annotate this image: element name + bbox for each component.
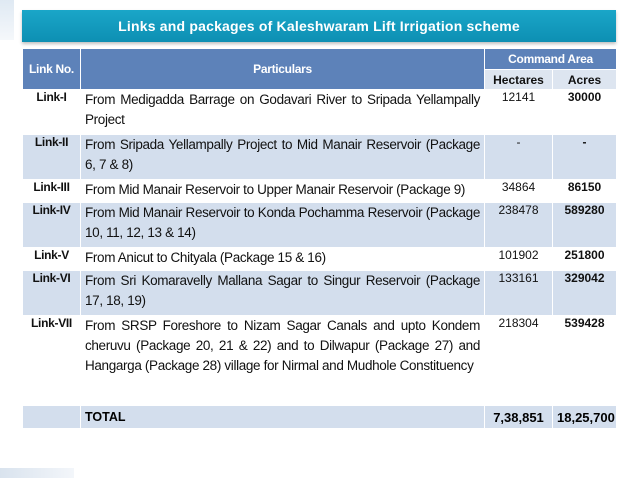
total-acres: 18,25,700 bbox=[553, 406, 617, 429]
link-cell: Link-V bbox=[23, 248, 81, 271]
acres-cell: 30000 bbox=[553, 90, 617, 135]
acres-cell: 329042 bbox=[553, 271, 617, 316]
hectares-cell: 133161 bbox=[485, 271, 553, 316]
decorative-corner-bottom bbox=[0, 468, 74, 478]
hectares-cell: 238478 bbox=[485, 203, 553, 248]
total-row bbox=[23, 406, 617, 429]
header-command-area: Command Area bbox=[485, 49, 617, 70]
hectares-cell: 101902 bbox=[485, 248, 553, 271]
total-label: TOTAL bbox=[81, 406, 485, 429]
table-row bbox=[23, 203, 617, 248]
acres-cell: 589280 bbox=[553, 203, 617, 248]
particulars-cell: From Sri Komaravelly Mallana Sagar to Singur Reservoir (Package 17, 18, 19) bbox=[81, 271, 485, 316]
hectares-cell: 12141 bbox=[485, 90, 553, 135]
total-blank-cell bbox=[23, 406, 81, 429]
slide-title bbox=[22, 10, 616, 42]
header-particulars: Particulars bbox=[81, 49, 485, 90]
total-hectares: 7,38,851 bbox=[485, 406, 553, 429]
link-cell: Link-I bbox=[23, 90, 81, 135]
table-row bbox=[23, 271, 617, 316]
hectares-cell: 218304 bbox=[485, 316, 553, 406]
table-row bbox=[23, 135, 617, 180]
particulars-cell: From SRSP Foreshore to Nizam Sagar Canals and upto Kondem cheruvu (Package 20, 21 & 22) and to Dilwapur (Package 27) and Hangarga (Package 28) village for Nirmal and Mudhole Constituency bbox=[81, 316, 485, 406]
acres-cell: - bbox=[553, 135, 617, 180]
table-row bbox=[23, 248, 617, 271]
acres-cell: 539428 bbox=[553, 316, 617, 406]
link-cell: Link-II bbox=[23, 135, 81, 180]
particulars-cell: From Medigadda Barrage on Godavari River to Sripada Yellampally Project bbox=[81, 90, 485, 135]
acres-cell: 251800 bbox=[553, 248, 617, 271]
decorative-corner-top bbox=[0, 0, 14, 40]
particulars-cell: From Mid Manair Reservoir to Konda Pochamma Reservoir (Package 10, 11, 12, 13 & 14) bbox=[81, 203, 485, 248]
slide-title-text: Links and packages of Kaleshwaram Lift Irrigation scheme bbox=[118, 18, 520, 34]
header-hectares: Hectares bbox=[485, 70, 553, 90]
table-row bbox=[23, 180, 617, 203]
link-cell: Link-III bbox=[23, 180, 81, 203]
header-link-no: Link No. bbox=[23, 49, 81, 90]
link-cell: Link-IV bbox=[23, 203, 81, 248]
header-acres: Acres bbox=[553, 70, 617, 90]
particulars-cell: From Anicut to Chityala (Package 15 & 16) bbox=[81, 248, 485, 271]
links-table bbox=[22, 48, 617, 429]
table-row bbox=[23, 90, 617, 135]
link-cell: Link-VII bbox=[23, 316, 81, 406]
table-row bbox=[23, 316, 617, 406]
hectares-cell: - bbox=[485, 135, 553, 180]
particulars-cell: From Mid Manair Reservoir to Upper Manair Reservoir (Package 9) bbox=[81, 180, 485, 203]
particulars-cell: From Sripada Yellampally Project to Mid Manair Reservoir (Package 6, 7 & 8) bbox=[81, 135, 485, 180]
acres-cell: 86150 bbox=[553, 180, 617, 203]
link-cell: Link-VI bbox=[23, 271, 81, 316]
hectares-cell: 34864 bbox=[485, 180, 553, 203]
